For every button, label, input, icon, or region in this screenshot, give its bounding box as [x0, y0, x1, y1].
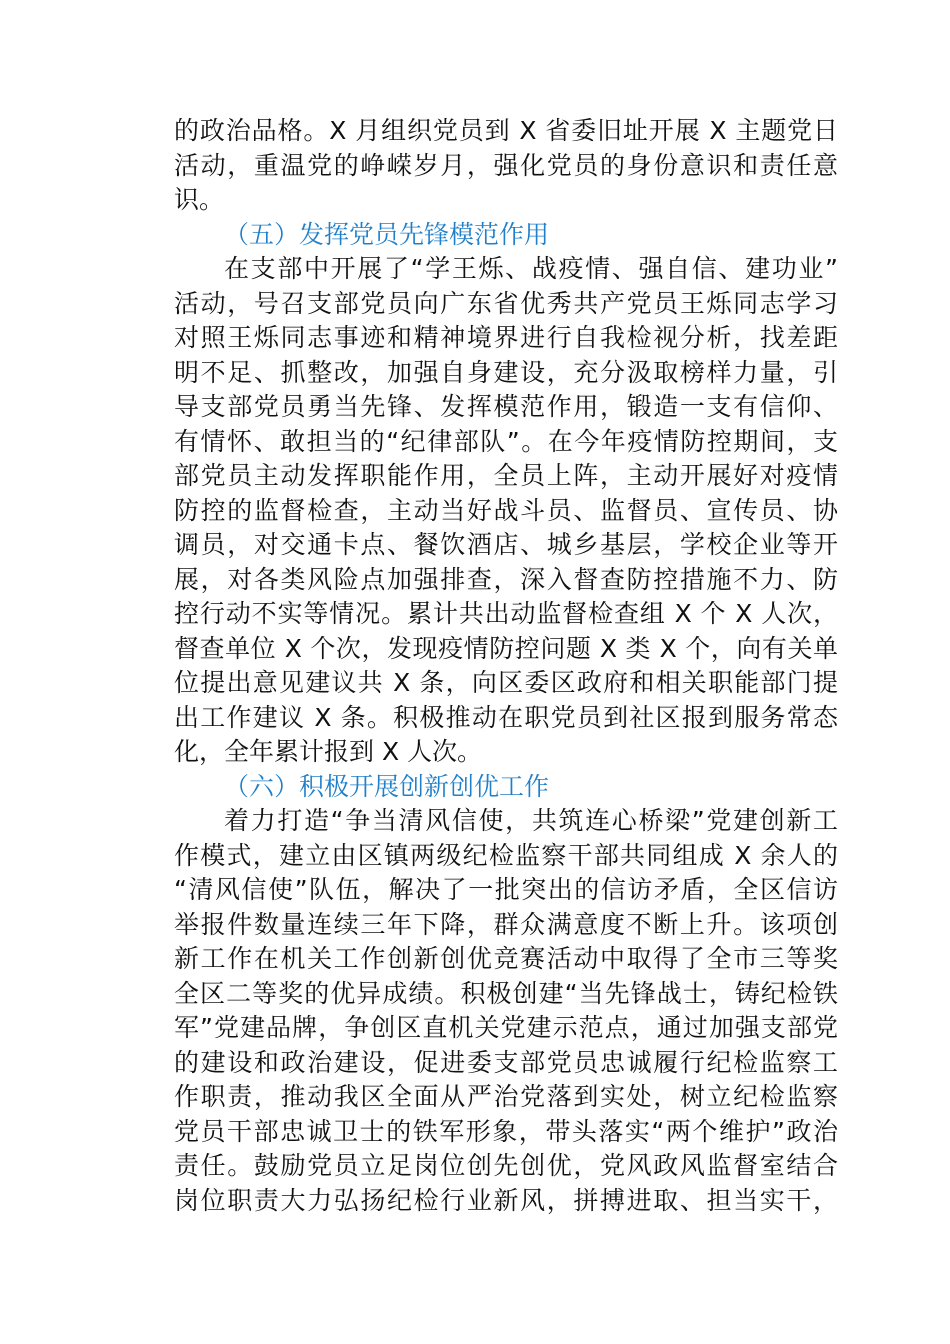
document-body — [174, 114, 838, 1218]
paragraph-line: 出工作建议 X 条。积极推动在职党员到社区报到服务常态 — [174, 702, 838, 732]
paragraph-line: 的建设和政治建设，促进委支部党员忠诚履行纪检监察工 — [174, 1047, 838, 1077]
paragraph-line: 部党员主动发挥职能作用，全员上阵，主动开展好对疫情 — [174, 461, 838, 490]
paragraph-line: 控行动不实等情况。累计共出动监督检查组 X 个 X 人次， — [174, 599, 838, 628]
paragraph-line: 举报件数量连续三年下降，群众满意度不断上升。该项创 — [174, 909, 838, 939]
paragraph-line: 活动，号召支部党员向广东省优秀共产党员王烁同志学习 — [174, 288, 838, 318]
paragraph-line: 新工作在机关工作创新创优竞赛活动中取得了全市三等奖 — [174, 944, 838, 973]
paragraph-line: 着力打造“争当清风信使，共筑连心桥梁”党建创新工 — [224, 806, 838, 835]
section-heading-6: （六）积极开展创新创优工作 — [224, 771, 550, 801]
paragraph-line: 化，全年累计报到 X 人次。 — [174, 737, 483, 766]
paragraph-line: 督查单位 X 个次，发现疫情防控问题 X 类 X 个，向有关单 — [174, 633, 838, 663]
paragraph-line: 作模式，建立由区镇两级纪检监察干部共同组成 X 余人的 — [174, 840, 838, 870]
paragraph-line: 全区二等奖的优异成绩。积极创建“当先锋战士，铸纪检铁 — [174, 978, 838, 1008]
paragraph-line: 调员，对交通卡点、餐饮酒店、城乡基层，学校企业等开 — [174, 530, 838, 559]
section-heading-5: （五）发挥党员先锋模范作用 — [224, 219, 550, 249]
paragraph-line: 展，对各类风险点加强排查，深入督查防控措施不力、防 — [174, 564, 838, 594]
paragraph-line: 识。 — [174, 185, 225, 214]
paragraph-line: 军”党建品牌，争创区直机关党建示范点，通过加强支部党 — [174, 1013, 838, 1042]
paragraph-line: 在支部中开展了“学王烁、战疫情、强自信、建功业” — [224, 254, 838, 283]
paragraph-line: 对照王烁同志事迹和精神境界进行自我检视分析，找差距 — [174, 323, 838, 352]
paragraph-line: 导支部党员勇当先锋、发挥模范作用，锻造一支有信仰、 — [174, 392, 838, 421]
paragraph-line: 岗位职责大力弘扬纪检行业新风，拼搏进取、担当实干， — [174, 1185, 838, 1215]
paragraph-line: 明不足、抓整改，加强自身建设，充分汲取榜样力量，引 — [174, 357, 838, 387]
paragraph-line: 位提出意见建议共 X 条，向区委区政府和相关职能部门提 — [174, 668, 838, 697]
paragraph-line: 责任。鼓励党员立足岗位创先创优，党风政风监督室结合 — [174, 1151, 838, 1180]
paragraph-line: 党员干部忠诚卫士的铁军形象，带头落实“两个维护”政治 — [174, 1116, 838, 1146]
paragraph-line: 防控的监督检查，主动当好战斗员、监督员、宣传员、协 — [174, 495, 838, 525]
paragraph-line: 活动，重温党的峥嵘岁月，强化党员的身份意识和责任意 — [174, 150, 838, 180]
paragraph-line: 的政治品格。X 月组织党员到 X 省委旧址开展 X 主题党日 — [174, 116, 838, 145]
paragraph-line: 作职责，推动我区全面从严治党落到实处，树立纪检监察 — [174, 1082, 838, 1111]
paragraph-line: 有情怀、敢担当的“纪律部队”。在今年疫情防控期间，支 — [174, 426, 838, 456]
paragraph-line: “清风信使”队伍，解决了一批突出的信访矛盾，全区信访 — [174, 875, 838, 904]
